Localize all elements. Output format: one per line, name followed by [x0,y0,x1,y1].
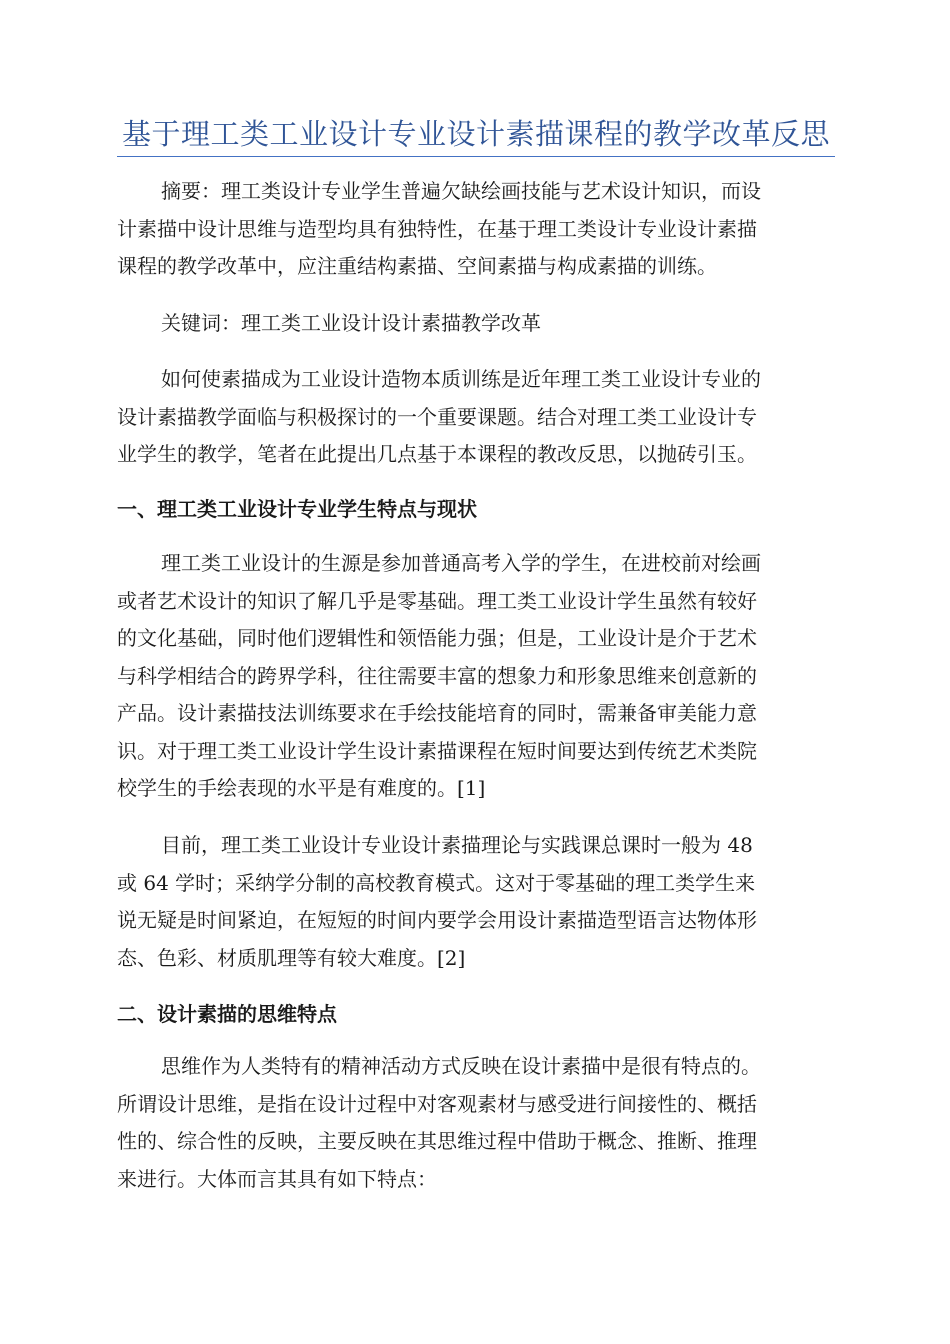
section-1-paragraph-2 [117,827,833,977]
paragraph-line: 或者艺术设计的知识了解几乎是零基础。理工类工业设计学生虽然有较好 [117,588,757,613]
paragraph-line: 的文化基础，同时他们逻辑性和领悟能力强；但是，工业设计是介于艺术 [117,626,757,650]
intro-line: 业学生的教学，笔者在此提出几点基于本课程的教改反思，以抛砖引玉。 [117,442,757,466]
intro-line: 设计素描教学面临与积极探讨的一个重要课题。结合对理工类工业设计专 [117,404,757,429]
document-title: 基于理工类工业设计专业设计素描课程的教学改革反思 [121,117,830,151]
intro-paragraph [117,361,833,474]
paragraph-line: 目前，理工类工业设计专业设计素描理论与实践课总课时一般为 48 [161,833,753,857]
paragraph-line: 识。对于理工类工业设计学生设计素描课程在短时间要达到传统艺术类院 [117,738,757,763]
abstract-line: 摘要：理工类设计专业学生普遍欠缺绘画技能与艺术设计知识，而设 [161,179,761,203]
paragraph-line: 来进行。大体而言其具有如下特点： [117,1166,437,1191]
paragraph-line: 与科学相结合的跨界学科，往往需要丰富的想象力和形象思维来创意新的 [117,663,757,688]
paragraph-line: 理工类工业设计的生源是参加普通高考入学的学生，在进校前对绘画 [161,551,761,575]
keywords-paragraph [117,305,833,343]
paragraph-line: 校学生的手绘表现的水平是有难度的。[1] [117,776,486,800]
section-2-heading: 二、设计素描的思维特点 [117,1002,337,1026]
section-1-heading: 一、理工类工业设计专业学生特点与现状 [117,497,477,521]
abstract-line: 计素描中设计思维与造型均具有独特性，在基于理工类设计专业设计素描 [117,216,757,241]
paragraph-line: 态、色彩、材质肌理等有较大难度。[2] [117,945,466,970]
paragraph-line: 性的、综合性的反映，主要反映在其思维过程中借助于概念、推断、推理 [117,1129,757,1153]
intro-line: 如何使素描成为工业设计造物本质训练是近年理工类工业设计专业的 [161,367,761,391]
paragraph-line: 说无疑是时间紧迫，在短短的时间内要学会用设计素描造型语言达物体形 [117,908,757,932]
section-1-paragraph-1 [117,545,833,808]
title-underline [117,156,835,157]
paragraph-line: 产品。设计素描技法训练要求在手绘技能培育的同时，需兼备审美能力意 [117,701,757,725]
section-2-paragraph-1 [117,1048,833,1198]
abstract-line: 课程的教学改革中，应注重结构素描、空间素描与构成素描的训练。 [117,254,717,278]
keywords-line: 关键词：理工类工业设计设计素描教学改革 [161,311,541,335]
abstract-paragraph [117,173,833,286]
paragraph-line: 所谓设计思维，是指在设计过程中对客观素材与感受进行间接性的、概括 [117,1091,757,1116]
paragraph-line: 思维作为人类特有的精神活动方式反映在设计素描中是很有特点的。 [161,1054,761,1078]
paragraph-line: 或 64 学时；采纳学分制的高校教育模式。这对于零基础的理工类学生来 [117,870,756,895]
